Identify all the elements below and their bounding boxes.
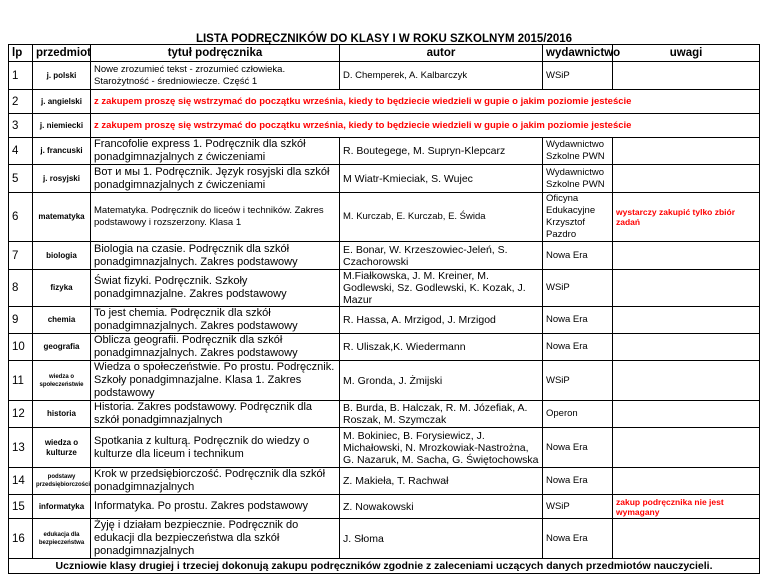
row-title: Krok w przedsiębiorczość. Podręcznik dla szkół ponadgimnazjalnych (91, 468, 340, 495)
row-note (613, 138, 760, 165)
row-subject: j. rosyjski (33, 165, 91, 193)
row-title: Biologia na czasie. Podręcznik dla szkół ponadgimnazjalnych. Zakres podstawowy (91, 242, 340, 270)
table-row (9, 468, 760, 495)
header-book-title: tytuł podręcznika (91, 45, 340, 62)
row-lp: 12 (9, 401, 33, 428)
header-publisher: wydawnictwo (543, 45, 613, 62)
row-lp: 5 (9, 165, 33, 193)
row-title: Żyję i działam bezpiecznie. Podręcznik do edukacji dla bezpieczeństwa dla szkół ponadgimnazjalnych (91, 519, 340, 559)
row-publisher: Wydawnictwo Szkolne PWN (543, 165, 613, 193)
row-publisher: WSiP (543, 361, 613, 401)
row-lp: 3 (9, 114, 33, 138)
row-title: Nowe zrozumieć tekst - zrozumieć człowieka. Starożytność - średniowiecze. Część 1 (91, 62, 340, 90)
row-note (613, 428, 760, 468)
row-subject: wiedza o społeczeństwie (33, 361, 91, 401)
table-row (9, 62, 760, 90)
header-row (9, 45, 760, 62)
footer-note: Uczniowie klasy drugiej i trzeciej dokonują zakupu podręczników zgodnie z zaleceniami uczących danych przedmiotów nauczycieli. (9, 559, 760, 574)
row-lp: 9 (9, 307, 33, 334)
table-row (9, 193, 760, 242)
row-subject: j. francuski (33, 138, 91, 165)
row-note (613, 334, 760, 361)
row-author: J. Słoma (340, 519, 543, 559)
header-subject: przedmiot (33, 45, 91, 62)
footer-row (9, 559, 760, 574)
row-title: Historia. Zakres podstawowy. Podręcznik dla szkół ponadgimnazjalnych (91, 401, 340, 428)
header-lp: lp (9, 45, 33, 62)
row-author: Z. Makieła, T. Rachwał (340, 468, 543, 495)
row-note (613, 242, 760, 270)
row-publisher: Nowa Era (543, 334, 613, 361)
row-lp: 1 (9, 62, 33, 90)
textbook-table (8, 30, 760, 574)
list-title: LISTA PODRĘCZNIKÓW DO KLASY I W ROKU SZKOLNYM 2015/2016 (195, 33, 573, 45)
row-subject: matematyka (33, 193, 91, 242)
row-author: M. Bokiniec, B. Forysiewicz, J. Michałowski, N. Mrozkowiak-Nastrożna, G. Nazaruk, M. Sacha, G. Świętochowska (340, 428, 543, 468)
table-row (9, 270, 760, 307)
row-lp: 15 (9, 495, 33, 519)
row-lp: 2 (9, 90, 33, 114)
row-publisher: Oficyna Edukacyjne Krzysztof Pazdro (543, 193, 613, 242)
row-subject: geografia (33, 334, 91, 361)
row-author: D. Chemperek, A. Kalbarczyk (340, 62, 543, 90)
row-note: zakup podręcznika nie jest wymagany (613, 495, 760, 519)
table-row (9, 495, 760, 519)
row-lp: 7 (9, 242, 33, 270)
table-row (9, 401, 760, 428)
row-subject: podstawy przedsiębiorczości (33, 468, 91, 495)
table-row (9, 242, 760, 270)
textbook-list-sheet (8, 30, 759, 574)
row-title: Вот и мы 1. Podręcznik. Język rosyjski dla szkół ponadgimnazjalnych z ćwiczeniami (91, 165, 340, 193)
row-note (613, 270, 760, 307)
row-note (613, 307, 760, 334)
row-author: Z. Nowakowski (340, 495, 543, 519)
row-author: R. Uliszak,K. Wiedermann (340, 334, 543, 361)
row-note (613, 401, 760, 428)
row-title: Oblicza geografii. Podręcznik dla szkół ponadgimnazjalnych. Zakres podstawowy (91, 334, 340, 361)
row-subject: historia (33, 401, 91, 428)
row-notice: z zakupem proszę się wstrzymać do początku września, kiedy to będziecie wiedzieli w gupie o jakim poziomie jesteście (91, 114, 760, 138)
table-row (9, 428, 760, 468)
table-row (9, 138, 760, 165)
row-note (613, 361, 760, 401)
row-subject: chemia (33, 307, 91, 334)
row-author: M. Gronda, J. Żmijski (340, 361, 543, 401)
row-author: M Wiatr-Kmieciak, S. Wujec (340, 165, 543, 193)
row-title: Francofolie express 1. Podręcznik dla szkół ponadgimnazjalnych z ćwiczeniami (91, 138, 340, 165)
row-title: Spotkania z kulturą. Podręcznik do wiedzy o kulturze dla liceum i technikum (91, 428, 340, 468)
row-lp: 16 (9, 519, 33, 559)
row-note: wystarczy zakupić tylko zbiór zadań (613, 193, 760, 242)
row-publisher: Wydawnictwo Szkolne PWN (543, 138, 613, 165)
row-author: B. Burda, B. Halczak, R. M. Józefiak, A. Roszak, M. Szymczak (340, 401, 543, 428)
row-author: R. Hassa, A. Mrzigod, J. Mrzigod (340, 307, 543, 334)
table-row (9, 90, 760, 114)
row-subject: biologia (33, 242, 91, 270)
row-note (613, 519, 760, 559)
row-lp: 11 (9, 361, 33, 401)
row-publisher: Nowa Era (543, 242, 613, 270)
row-subject: j. niemiecki (33, 114, 91, 138)
table-row (9, 361, 760, 401)
row-publisher: WSiP (543, 62, 613, 90)
row-title: Matematyka. Podręcznik do liceów i techników. Zakres podstawowy i rozszerzony. Klasa 1 (91, 193, 340, 242)
row-lp: 10 (9, 334, 33, 361)
table-row (9, 307, 760, 334)
row-lp: 6 (9, 193, 33, 242)
row-author: E. Bonar, W. Krzeszowiec-Jeleń, S. Czachorowski (340, 242, 543, 270)
row-publisher: WSiP (543, 495, 613, 519)
row-subject: informatyka (33, 495, 91, 519)
row-author: R. Boutegege, M. Supryn-Klepcarz (340, 138, 543, 165)
header-author: autor (340, 45, 543, 62)
row-title: Świat fizyki. Podręcznik. Szkoły ponadgimnazjalne. Zakres podstawowy (91, 270, 340, 307)
row-subject: j. angielski (33, 90, 91, 114)
table-row (9, 519, 760, 559)
row-publisher: Nowa Era (543, 307, 613, 334)
table-row (9, 165, 760, 193)
row-publisher: Nowa Era (543, 519, 613, 559)
row-lp: 14 (9, 468, 33, 495)
row-publisher: Nowa Era (543, 468, 613, 495)
row-notice: z zakupem proszę się wstrzymać do początku września, kiedy to będziecie wiedzieli w gupie o jakim poziomie jesteście (91, 90, 760, 114)
row-lp: 13 (9, 428, 33, 468)
row-note (613, 468, 760, 495)
table-row (9, 114, 760, 138)
row-publisher: Nowa Era (543, 428, 613, 468)
row-subject: fizyka (33, 270, 91, 307)
table-row (9, 334, 760, 361)
row-note (613, 165, 760, 193)
row-subject: edukacja dla bezpieczeństwa (33, 519, 91, 559)
row-lp: 8 (9, 270, 33, 307)
row-subject: wiedza o kulturze (33, 428, 91, 468)
row-publisher: WSiP (543, 270, 613, 307)
row-author: M. Kurczab, E. Kurczab, E. Świda (340, 193, 543, 242)
row-author: M.Fiałkowska, J. M. Kreiner, M. Godlewski, Sz. Godlewski, K. Kozak, J. Mazur (340, 270, 543, 307)
row-title: Informatyka. Po prostu. Zakres podstawowy (91, 495, 340, 519)
row-note (613, 62, 760, 90)
row-subject: j. polski (33, 62, 91, 90)
row-title: To jest chemia. Podręcznik dla szkół ponadgimnazjalnych. Zakres podstawowy (91, 307, 340, 334)
header-notes: uwagi (613, 45, 760, 62)
row-publisher: Operon (543, 401, 613, 428)
row-lp: 4 (9, 138, 33, 165)
row-title: Wiedza o społeczeństwie. Po prostu. Podręcznik. Szkoły ponadgimnazjalne. Klasa 1. Zakres podstawowy (91, 361, 340, 401)
